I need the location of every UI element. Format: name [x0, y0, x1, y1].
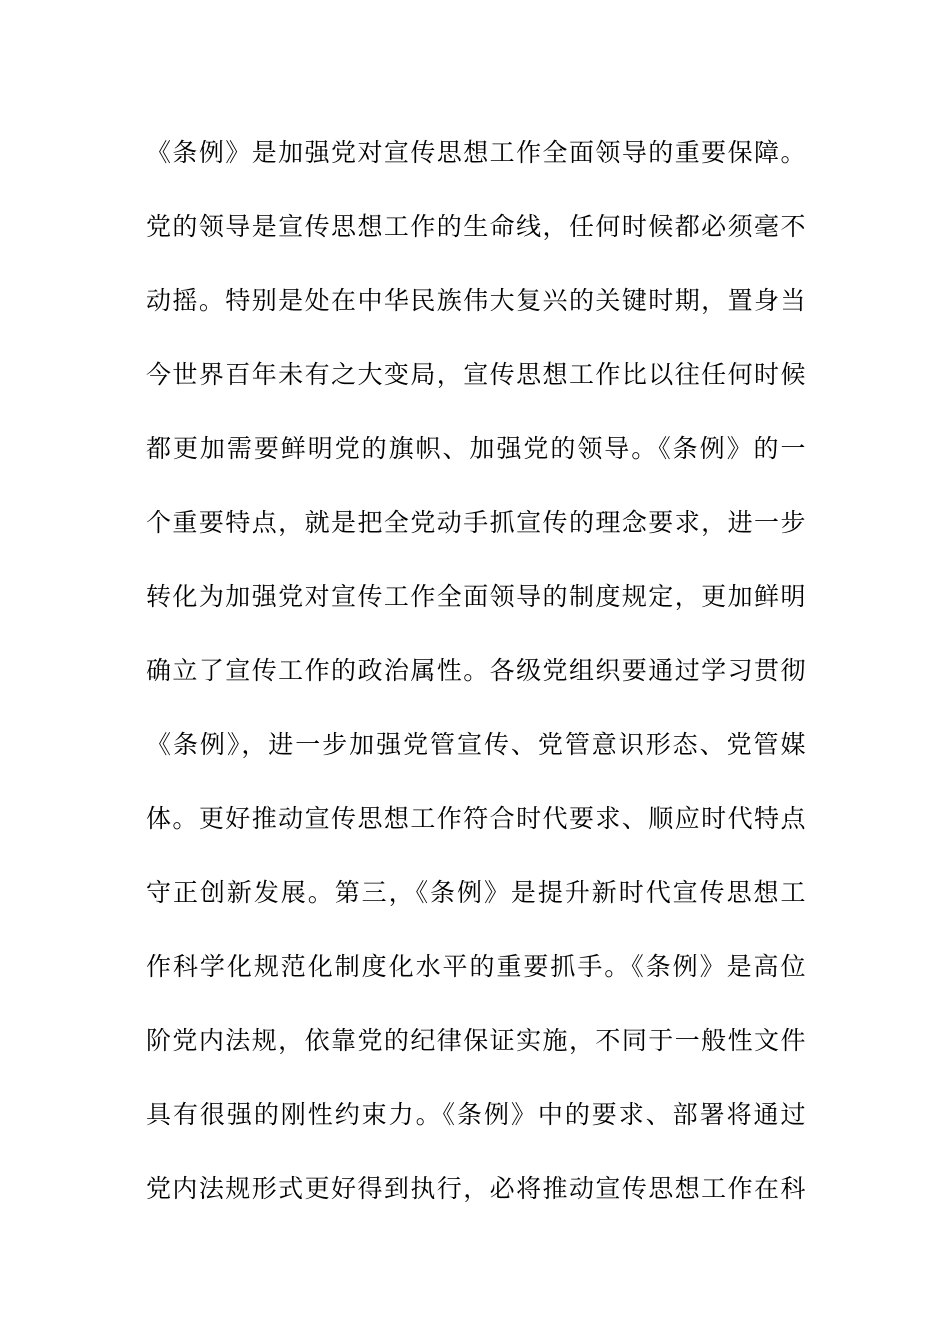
text-line-14: 具有很强的刚性约束力。《条例》中的要求、部署将通过: [146, 1100, 806, 1129]
text-line-5: 都更加需要鲜明党的旗帜、加强党的领导。《条例》的一: [146, 434, 806, 463]
text-line-8: 确立了宣传工作的政治属性。各级党组织要通过学习贯彻: [146, 656, 806, 685]
text-line-11: 守正创新发展。第三，《条例》是提升新时代宣传思想工: [146, 878, 806, 907]
text-line-13: 阶党内法规，依靠党的纪律保证实施，不同于一般性文件: [146, 1026, 806, 1055]
text-line-15: 党内法规形式更好得到执行，必将推动宣传思想工作在科: [146, 1174, 806, 1203]
text-line-2: 党的领导是宣传思想工作的生命线，任何时候都必须毫不: [146, 212, 806, 241]
text-line-3: 动摇。特别是处在中华民族伟大复兴的关键时期，置身当: [146, 286, 806, 315]
text-line-4: 今世界百年未有之大变局，宣传思想工作比以往任何时候: [146, 360, 806, 389]
text-line-9: 《条例》，进一步加强党管宣传、党管意识形态、党管媒: [146, 730, 806, 759]
text-line-10: 体。更好推动宣传思想工作符合时代要求、顺应时代特点: [146, 804, 806, 833]
body-paragraph: [146, 128, 806, 1238]
text-line-6: 个重要特点，就是把全党动手抓宣传的理念要求，进一步: [146, 508, 806, 537]
text-line-12: 作科学化规范化制度化水平的重要抓手。《条例》是高位: [146, 952, 806, 981]
text-line-1: 《条例》是加强党对宣传思想工作全面领导的重要保障。: [146, 138, 806, 167]
text-line-7: 转化为加强党对宣传工作全面领导的制度规定，更加鲜明: [146, 582, 806, 611]
